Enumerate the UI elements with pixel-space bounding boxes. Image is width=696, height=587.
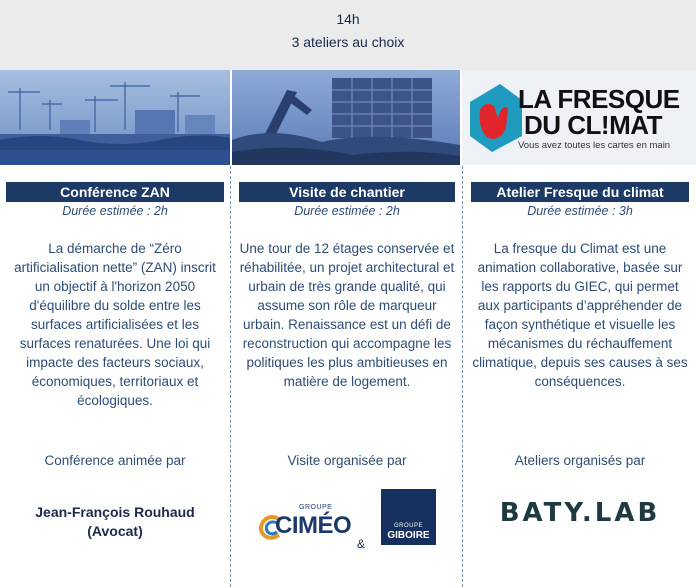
workshop-organizer-label: Visite organisée par <box>287 453 407 468</box>
session-time: 14h <box>336 11 360 27</box>
fresque-tagline: Vous avez toutes les cartes en main <box>518 140 671 151</box>
fresque-line2: DU CL!MAT <box>524 110 662 140</box>
cimeo-logo <box>259 504 359 546</box>
workshop-duration: Durée estimée : 2h <box>62 204 168 218</box>
workshop-organizer-label: Ateliers organisés par <box>514 453 646 468</box>
cimeo-logo-text: CIMÉO <box>275 512 352 539</box>
batylab-logo: BATY.LAB <box>499 498 661 528</box>
speaker-role: (Avocat) <box>87 523 143 539</box>
session-subtitle: 3 ateliers au choix <box>291 34 405 50</box>
workshop-organizer-label: Conférence animée par <box>44 453 186 468</box>
workshop-duration: Durée estimée : 3h <box>527 204 633 218</box>
giboire-logo <box>381 489 436 545</box>
workshop-zan <box>6 182 224 582</box>
column-divider-1 <box>230 166 231 587</box>
workshop-title: Atelier Fresque du climat <box>471 182 689 202</box>
workshop-duration: Durée estimée : 2h <box>294 204 400 218</box>
fresque-line1: LA FRESQUE <box>518 84 680 114</box>
workshop-description: La fresque du Climat est une animation collaborative, basée sur les rapports du GIEC, qui permet aux participants d’appréhender de façon synthétique et visuelle les mécanismes du réchauffement climatique, depuis ses causes à ses conséquences. <box>472 241 688 389</box>
speaker-name: Jean-François Rouhaud <box>35 504 195 520</box>
workshop-title: Visite de chantier <box>239 182 455 202</box>
workshop-description: Une tour de 12 étages conservée et réhabilitée, un projet architectural et urbain de très grande qualité, qui assume son rôle de marqueur urbain. Renaissance est un défi de reconstruction qui accompagne les politiques les plus ambitieuses en matière de logement. <box>239 241 455 389</box>
chantier-photo <box>232 70 460 165</box>
header <box>0 0 696 70</box>
workshop-description: La démarche de “Zéro artificialisation nette” (ZAN) inscrit un objectif à l'horizon 2050 d'équilibre du solde entre les surfaces artificialisées et les surfaces renaturées. Une loi qui impacte des facteurs sociaux, économiques, territoriaux et écologiques. <box>14 241 216 408</box>
giboire-logo-small: GROUPE <box>393 523 423 529</box>
column-divider-2 <box>462 166 463 587</box>
fresque-logo-banner <box>462 70 696 165</box>
workshop-fresque <box>471 182 689 582</box>
cimeo-logo-small: GROUPE <box>299 504 333 511</box>
giboire-logo-text: GIBOIRE <box>387 530 430 541</box>
ampersand: & <box>357 537 366 551</box>
zan-photo <box>0 70 230 165</box>
workshop-title: Conférence ZAN <box>6 182 224 202</box>
workshop-chantier <box>239 182 455 582</box>
